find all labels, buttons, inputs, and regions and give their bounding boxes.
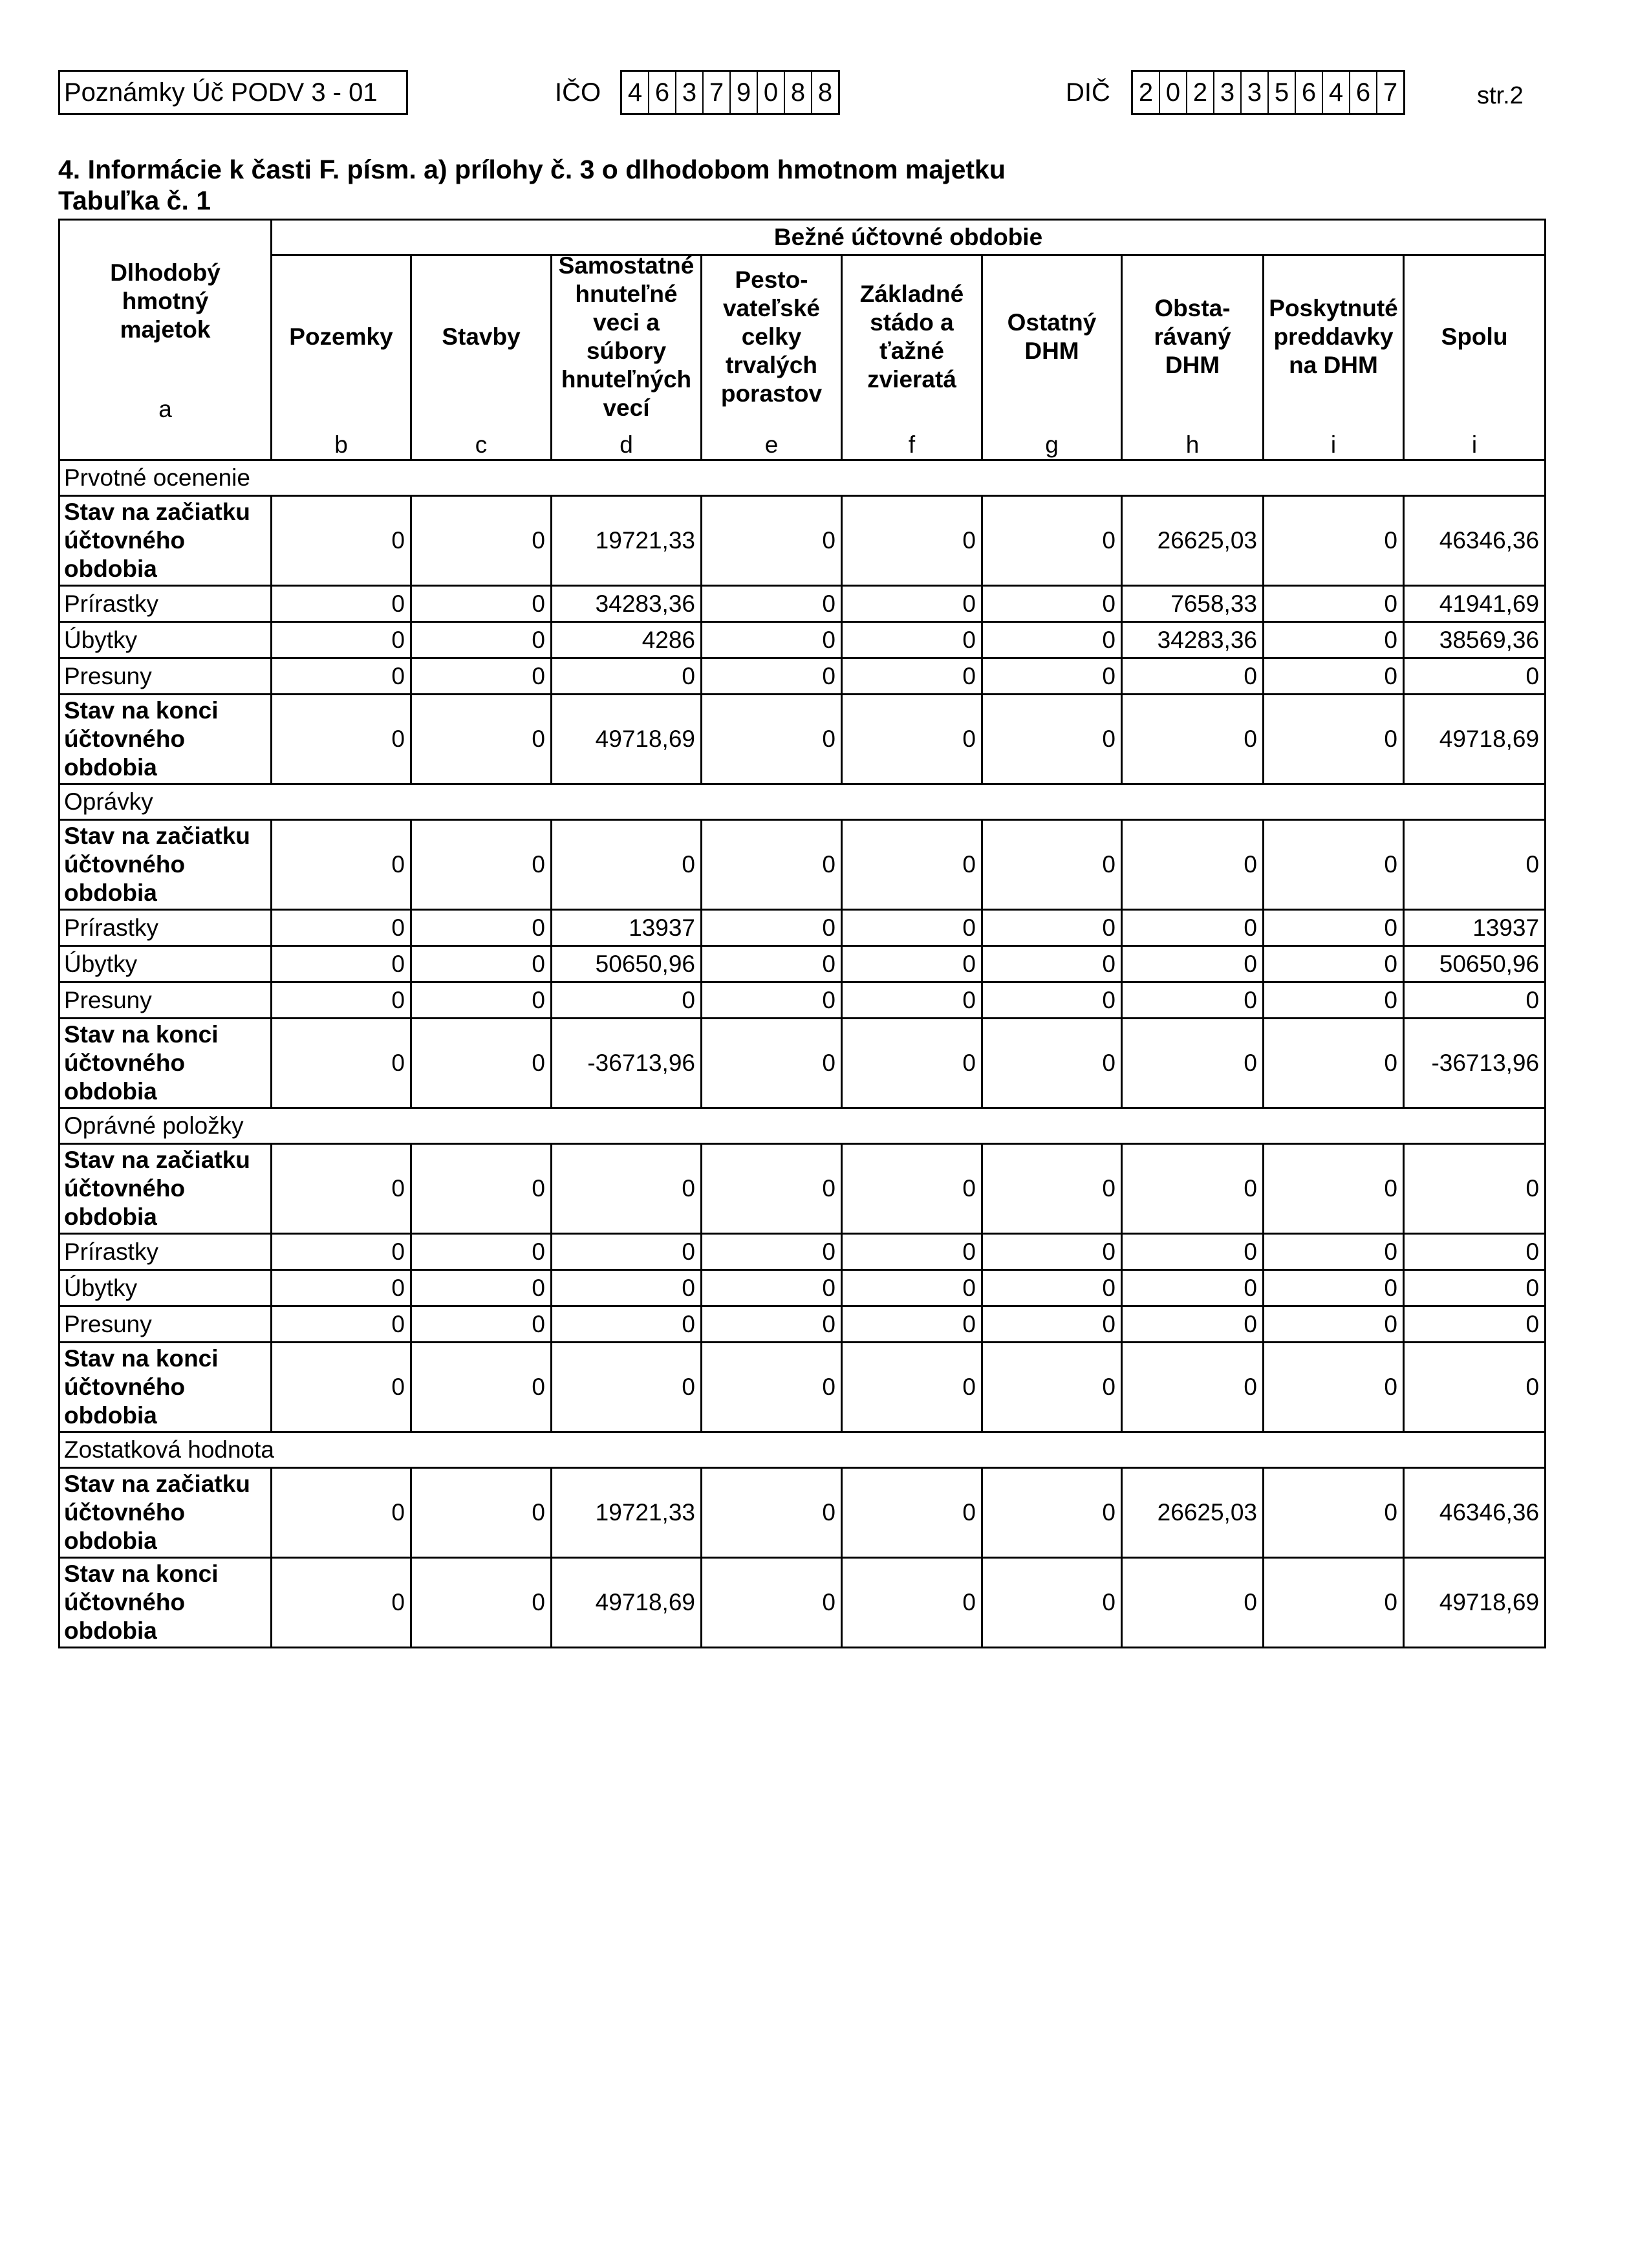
value-cell: 0 [272,1306,411,1343]
ico-digit: 0 [758,72,785,113]
section-title: Oprávné položky [59,1108,1546,1144]
value-cell: 0 [702,658,842,695]
value-cell: 0 [702,1306,842,1343]
column-letter: a [158,396,172,422]
value-cell: 0 [1264,695,1404,784]
value-cell: 0 [272,658,411,695]
section-title [58,154,1006,216]
section-title: Prvotné ocenenie [59,460,1546,496]
column-title: Obsta-rávaný DHM [1154,295,1231,378]
value-cell: 0 [982,982,1122,1019]
value-cell: 50650,96 [1404,946,1546,982]
value-cell: 19721,33 [552,1468,702,1558]
value-cell: 0 [552,1306,702,1343]
value-cell: 0 [702,820,842,910]
value-cell: 0 [982,946,1122,982]
table-row [59,910,1546,946]
dic-digit: 2 [1133,72,1160,113]
row-label: Stav na začiatku účtovného obdobia [59,1144,272,1234]
column-letter: h [1185,431,1200,458]
value-cell: 0 [702,1343,842,1432]
value-cell: 0 [702,1558,842,1648]
value-cell: 4286 [552,622,702,658]
dic-field [1131,70,1405,115]
value-cell: 0 [1264,1558,1404,1648]
table-row [59,1343,1546,1432]
section-row [59,1108,1546,1144]
value-cell: 0 [982,1270,1122,1306]
column-title: Pesto-vateľské celky trvalých porastov [720,266,823,407]
value-cell: 0 [411,496,552,586]
column-header [1264,255,1404,460]
column-letter: i [1471,431,1478,458]
value-cell: 0 [1404,1343,1546,1432]
value-cell: 0 [842,1270,982,1306]
value-cell: 0 [842,1234,982,1270]
column-header [552,252,702,460]
value-cell: 0 [411,1558,552,1648]
row-label: Úbytky [59,622,272,658]
group-header: Bežné účtovné obdobie [272,220,1546,255]
value-cell: 0 [1264,622,1404,658]
value-cell: 0 [272,622,411,658]
section-row [59,460,1546,496]
value-cell: 0 [272,982,411,1019]
column-header [1122,255,1264,460]
value-cell: 0 [1122,1234,1264,1270]
row-label: Stav na konci účtovného obdobia [59,695,272,784]
value-cell: 0 [1404,1306,1546,1343]
value-cell: 0 [411,820,552,910]
value-cell: 0 [411,695,552,784]
value-cell: 0 [702,946,842,982]
row-label: Stav na konci účtovného obdobia [59,1343,272,1432]
dic-digit: 7 [1383,78,1398,107]
column-header [842,255,982,460]
value-cell: 0 [411,622,552,658]
value-cell: 0 [982,910,1122,946]
value-cell: -36713,96 [552,1019,702,1108]
section-title: Oprávky [59,784,1546,820]
table-row [59,496,1546,586]
column-title: Samostatné hnuteľné veci a súbory hnuteľných vecí [558,252,695,421]
row-label: Stav na začiatku účtovného obdobia [59,820,272,910]
value-cell: 0 [1122,1144,1264,1234]
column-title: Základné stádo a ťažné zvieratá [859,281,964,393]
value-cell: 0 [1264,658,1404,695]
value-cell: 49718,69 [1404,1558,1546,1648]
row-label: Úbytky [59,1270,272,1306]
value-cell: 0 [842,1144,982,1234]
value-cell: 19721,33 [552,496,702,586]
row-label: Stav na začiatku účtovného obdobia [59,496,272,586]
dic-digit: 6 [1350,72,1377,113]
value-cell: 0 [411,982,552,1019]
column-title: Pozemky [289,323,393,350]
table-row [59,1558,1546,1648]
value-cell: 0 [1264,1270,1404,1306]
assets-table [58,219,1546,1648]
value-cell: 0 [982,1019,1122,1108]
section-row [59,1432,1546,1468]
value-cell: 0 [1404,658,1546,695]
column-title: Poskytnuté preddavky na DHM [1269,295,1398,378]
ico-digit: 8 [817,78,833,107]
column-header [1404,255,1546,460]
value-cell: 0 [411,1270,552,1306]
value-cell: 0 [842,1306,982,1343]
value-cell: 0 [1404,820,1546,910]
table-row [59,658,1546,695]
column-header [702,255,842,460]
value-cell: 0 [702,1234,842,1270]
column-letter: i [1330,431,1337,458]
value-cell: 0 [552,1270,702,1306]
column-header [272,255,411,460]
column-letter: b [334,431,348,458]
value-cell: 0 [411,910,552,946]
value-cell: 0 [702,695,842,784]
value-cell: 7658,33 [1122,586,1264,622]
ico-digit: 9 [731,72,758,113]
value-cell: 0 [842,1019,982,1108]
value-cell: 0 [1264,946,1404,982]
value-cell: 0 [1404,1270,1546,1306]
value-cell: 0 [552,982,702,1019]
table-row [59,820,1546,910]
value-cell: 0 [272,695,411,784]
value-cell: 0 [411,1306,552,1343]
column-letter: f [908,431,916,458]
value-cell: 0 [1264,982,1404,1019]
value-cell: 0 [842,622,982,658]
dic-digit: 4 [1323,72,1350,113]
value-cell: 0 [411,1468,552,1558]
value-cell: 0 [842,820,982,910]
table-row [59,1144,1546,1234]
table-row [59,1270,1546,1306]
value-cell: 0 [1122,1270,1264,1306]
value-cell: 49718,69 [1404,695,1546,784]
table-row [59,946,1546,982]
value-cell: 0 [1122,820,1264,910]
value-cell: 0 [982,695,1122,784]
value-cell: 0 [1264,820,1404,910]
page-number: str.2 [1477,82,1524,109]
dic-digit: 3 [1214,72,1242,113]
value-cell: 0 [1404,1144,1546,1234]
value-cell: 0 [1122,946,1264,982]
value-cell: 0 [272,1144,411,1234]
value-cell: 0 [702,1019,842,1108]
value-cell: 0 [982,820,1122,910]
value-cell: 0 [1264,586,1404,622]
column-letter: e [764,431,779,458]
value-cell: 0 [552,1144,702,1234]
value-cell: 0 [1404,1234,1546,1270]
column-title: Ostatný DHM [1007,309,1097,364]
value-cell: 0 [1122,1558,1264,1648]
value-cell: 0 [272,1019,411,1108]
value-cell: 0 [982,1558,1122,1648]
row-header-cell [59,220,272,460]
value-cell: 0 [842,982,982,1019]
value-cell: 26625,03 [1122,1468,1264,1558]
value-cell: 34283,36 [1122,622,1264,658]
value-cell: 0 [842,586,982,622]
value-cell: 0 [982,586,1122,622]
value-cell: 0 [1122,1343,1264,1432]
value-cell: 0 [1264,910,1404,946]
value-cell: 0 [1264,1306,1404,1343]
value-cell: 0 [1264,1144,1404,1234]
value-cell: 0 [982,1144,1122,1234]
ico-field [620,70,840,115]
value-cell: 0 [842,1468,982,1558]
value-cell: 38569,36 [1404,622,1546,658]
value-cell: 0 [1264,1343,1404,1432]
row-label: Stav na začiatku účtovného obdobia [59,1468,272,1558]
value-cell: 0 [411,658,552,695]
row-label: Stav na konci účtovného obdobia [59,1019,272,1108]
value-cell: 49718,69 [552,695,702,784]
ico-digit: 8 [785,72,812,113]
value-cell: 0 [272,586,411,622]
value-cell: 0 [702,910,842,946]
value-cell: 0 [272,496,411,586]
row-label: Presuny [59,982,272,1019]
value-cell: 0 [982,658,1122,695]
value-cell: 0 [842,658,982,695]
value-cell: 34283,36 [552,586,702,622]
row-header: Dlhodobý hmotný majetok [110,259,221,343]
value-cell: 0 [411,1144,552,1234]
value-cell: 26625,03 [1122,496,1264,586]
value-cell: 0 [842,910,982,946]
ico-digit: 7 [704,72,731,113]
value-cell: 0 [842,1343,982,1432]
table-caption: Tabuľka č. 1 [58,186,211,215]
column-header-row [59,255,1546,460]
value-cell: 46346,36 [1404,496,1546,586]
column-title: Stavby [442,323,521,350]
value-cell: 49718,69 [552,1558,702,1648]
value-cell: 0 [411,1019,552,1108]
dic-digit: 0 [1160,72,1187,113]
value-cell: 0 [272,820,411,910]
value-cell: 0 [272,1558,411,1648]
column-letter: c [475,431,488,458]
value-cell: 0 [1122,982,1264,1019]
column-letter: d [620,431,633,458]
section-row [59,784,1546,820]
dic-label: DIČ [1066,78,1110,107]
ico-label: IČO [555,78,601,107]
table-row [59,982,1546,1019]
table-row [59,622,1546,658]
value-cell: 0 [411,586,552,622]
value-cell: 0 [272,1234,411,1270]
value-cell: 0 [842,946,982,982]
column-header [411,255,552,460]
value-cell: 0 [272,1270,411,1306]
dic-digit: 5 [1269,72,1296,113]
value-cell: 0 [272,946,411,982]
table-row [59,586,1546,622]
value-cell: 0 [552,1343,702,1432]
value-cell: 0 [982,1343,1122,1432]
row-label: Prírastky [59,586,272,622]
value-cell: 0 [982,1234,1122,1270]
value-cell: 0 [411,1234,552,1270]
value-cell: 0 [1122,1306,1264,1343]
row-label: Stav na konci účtovného obdobia [59,1558,272,1648]
value-cell: 0 [982,622,1122,658]
value-cell: 0 [842,496,982,586]
row-label: Prírastky [59,1234,272,1270]
value-cell: 0 [1122,910,1264,946]
value-cell: 13937 [1404,910,1546,946]
value-cell: 0 [702,622,842,658]
value-cell: -36713,96 [1404,1019,1546,1108]
table-row [59,1306,1546,1343]
column-letter: g [1045,431,1059,458]
value-cell: 0 [411,1343,552,1432]
value-cell: 0 [1122,658,1264,695]
value-cell: 0 [702,1468,842,1558]
value-cell: 0 [552,1234,702,1270]
row-label: Presuny [59,658,272,695]
value-cell: 50650,96 [552,946,702,982]
ico-digit: 6 [649,72,676,113]
table-row [59,1468,1546,1558]
dic-digit: 6 [1296,72,1323,113]
column-title: Spolu [1441,323,1508,350]
value-cell: 0 [982,1306,1122,1343]
table-row [59,1234,1546,1270]
dic-digit: 3 [1242,72,1269,113]
value-cell: 0 [702,1144,842,1234]
value-cell: 0 [1264,496,1404,586]
row-label: Prírastky [59,910,272,946]
dic-digit: 2 [1187,72,1214,113]
value-cell: 0 [272,1343,411,1432]
row-label: Presuny [59,1306,272,1343]
row-label: Úbytky [59,946,272,982]
value-cell: 0 [552,658,702,695]
section-title: Zostatková hodnota [59,1432,1546,1468]
value-cell: 0 [1264,1234,1404,1270]
value-cell: 0 [702,586,842,622]
value-cell: 0 [272,1468,411,1558]
value-cell: 0 [702,496,842,586]
value-cell: 0 [1264,1468,1404,1558]
header-row [59,220,1546,255]
value-cell: 0 [552,820,702,910]
value-cell: 0 [702,982,842,1019]
value-cell: 0 [272,910,411,946]
value-cell: 0 [982,1468,1122,1558]
ico-digit: 4 [622,72,649,113]
column-header [982,255,1122,460]
document-code: Poznámky Úč PODV 3 - 01 [58,70,408,115]
value-cell: 0 [702,1270,842,1306]
page-title: 4. Informácie k časti F. písm. a) prílohy č. 3 o dlhodobom hmotnom majetku [58,155,1006,184]
value-cell: 0 [842,695,982,784]
table-row [59,1019,1546,1108]
value-cell: 0 [411,946,552,982]
ico-digit: 3 [676,72,704,113]
value-cell: 13937 [552,910,702,946]
value-cell: 0 [1264,1019,1404,1108]
value-cell: 41941,69 [1404,586,1546,622]
value-cell: 0 [842,1558,982,1648]
value-cell: 0 [1122,1019,1264,1108]
value-cell: 0 [982,496,1122,586]
table-row [59,695,1546,784]
value-cell: 0 [1404,982,1546,1019]
value-cell: 0 [1122,695,1264,784]
value-cell: 46346,36 [1404,1468,1546,1558]
